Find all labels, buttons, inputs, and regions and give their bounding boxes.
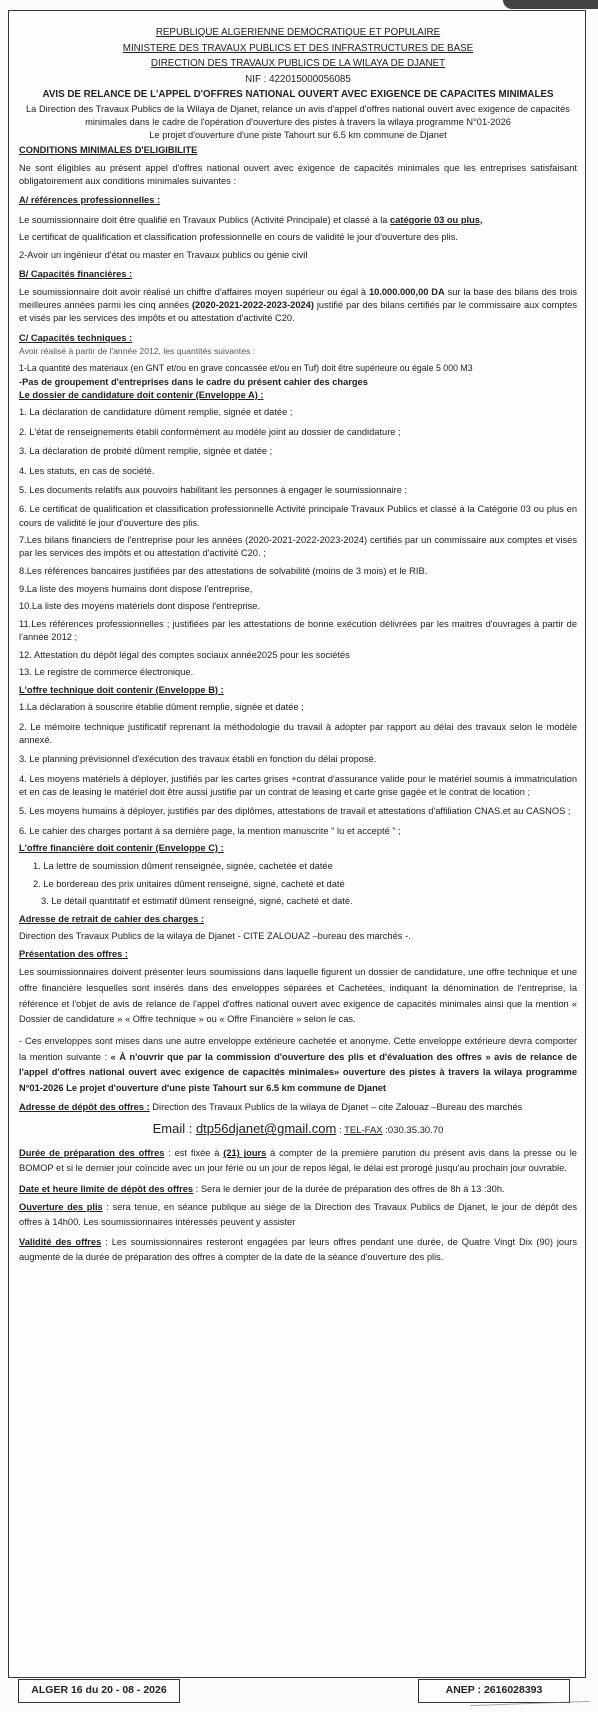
retrait-heading: Adresse de retrait de cahier des charges :: [19, 913, 204, 924]
envelope-a-item: 2. L'état de renseignements établi conformément au modèle joint au dossier de candidature ;: [19, 426, 401, 437]
section-c-line3: -Pas de groupement d'entreprises dans le cadre du présent cahier des charges: [19, 376, 368, 387]
notice-frame: [8, 10, 586, 1678]
section-c-line1: Avoir réalisé à partir de l'année 2012, les quantités suivantes :: [19, 345, 256, 356]
depot-line: Adresse de dépôt des offres : Direction des Travaux Publics de la wilaya de Djanet – cite Zalouaz –Bureau des marchés: [19, 1101, 523, 1112]
envelope-c-item: 1. La lettre de soumission dûment renseignée, signée, cachetée et datée: [33, 860, 333, 871]
date-limite-heading: Date et heure limite de dépôt des offres: [19, 1183, 194, 1194]
intro-text: La Direction des Travaux Publics de la Wilaya de Djanet, relance un avis d'appel d'offres national ouvert avec exigence de capacités minimales dans le cadre de l'opération d'ouverture des pistes à travers la wilaya programme N°01-2026: [26, 103, 570, 127]
eligibility-text: Ne sont éligibles au présent appel d'offres national ouvert avec exigence de capacités minimales que les entreprises satisfaisant obligatoirement aux conditions minimales suivantes :: [19, 162, 577, 186]
validite-text: Validité des offres : Les soumissionnaires resteront engagées par leurs offres pendant une durée, de Quatre Vingt Dix (90) jours augmenté de la durée de préparation des offres à compter de la date de la séance d'ouverture des plis.: [19, 1236, 577, 1262]
envelope-a-heading: Le dossier de candidature doit contenir (Enveloppe A) :: [19, 389, 264, 400]
envelope-b-item: 6. Le cahier des charges portant à sa dernière page, la mention manuscrite " lu et accepté " ;: [19, 825, 401, 836]
envelope-a-item: 12. Attestation du dépôt légal des comptes sociaux année2025 pour les sociétés: [19, 649, 350, 660]
retrait-text: Direction des Travaux Publics de la wilaya de Djanet - CITE ZALOUAZ –bureau des marchés -.: [19, 931, 411, 942]
envelope-c-item: 3. Le détail quantitatif et estimatif dûment renseigné, signé, cacheté et daté.: [41, 896, 353, 907]
header-nif: NIF : 422015000056085: [245, 73, 351, 85]
contact-tel: :030.35.30.70: [382, 1125, 444, 1137]
depot-heading: Adresse de dépôt des offres :: [19, 1101, 150, 1112]
balance-years: (2020-2021-2022-2023-2024): [191, 300, 314, 311]
duree-heading: Durée de préparation des offres: [19, 1148, 165, 1159]
envelope-b-item: 3. Le planning prévisionnel d'exécution des travaux établi en fonction du délai proposé.: [19, 754, 377, 765]
envelope-a-item: 6. Le certificat de qualification et classification professionnelle Activité principale Travaux Publics et classé à la Catégorie 03 ou plus en cours de validité le jour d'ouverture des plis.: [19, 504, 577, 528]
ouverture-heading: Ouverture des plis: [19, 1202, 103, 1213]
section-a-line1: Le soumissionnaire doit être qualifié en Travaux Publics (Activité Principale) et classé à la catégorie 03 ou plus,: [19, 214, 483, 225]
header-direction: DIRECTION DES TRAVAUX PUBLICS DE LA WILAYA DE DJANET: [150, 58, 446, 69]
section-b-text: Le soumissionnaire doit avoir réalisé un chiffre d'affaires moyen supérieur ou égal à 10.000.000,00 DA sur la base des bilans des trois meilleures années parmi les cinq années (2020-2021-2022-2023-2024) justifié par des bilans certifiés par le commissaire aux comptes et visés par les services des impôts et ou attestation d'activité C20.: [19, 286, 577, 324]
contact-line: Email : dtp56djanet@gmail.com : TEL-FAX :030.35.30.70: [152, 1121, 444, 1137]
contact-tel-label: TEL-FAX: [344, 1125, 383, 1137]
contact-email: dtp56djanet@gmail.com: [195, 1121, 337, 1137]
presentation-heading: Présentation des offres :: [19, 948, 129, 959]
envelope-a-item: 9.La liste des moyens humains dont dispose l'entreprise,: [19, 583, 253, 594]
envelope-b-item: 2. Le mémoire technique justificatif reprenant la méthodologie du travail à adopter par rapport au délai des travaux selon le modèle annexé.: [19, 721, 577, 745]
envelope-a-item: 5. Les documents relatifs aux pouvoirs habilitant les personnes à engager le soumissionnaire ;: [19, 485, 408, 496]
header-republic: REPUBLIQUE ALGERIENNE DEMOCRATIQUE ET POPULAIRE: [155, 27, 441, 38]
section-a-line3: 2-Avoir un ingénieur d'état ou master en Travaux publics ou génie civil: [19, 249, 308, 260]
envelope-b-item: 5. Les moyens humains à déployer, justifiés par des diplômes, attestations de travail et attestations d'affiliation CNAS.et au CASNOS ;: [19, 806, 571, 817]
envelope-a-item: 10.La liste des moyens matériels dont dispose l'entreprise.: [19, 601, 261, 612]
notice-content: [19, 25, 577, 1265]
date-limite-text: Date et heure limite de dépôt des offres : Sera le dernier jour de la durée de préparation des offres de 8h à 13 :30h.: [19, 1183, 505, 1194]
validite-heading: Validité des offres: [19, 1236, 102, 1247]
envelope-c-item: 2. Le bordereau des prix unitaires dûment renseigné, signé, cacheté et daté: [33, 878, 345, 889]
eligibility-heading: CONDITIONS MINIMALES D'ELIGIBILITE: [19, 145, 198, 156]
envelope-b-heading: L'offre technique doit contenir (Enveloppe B) :: [19, 684, 224, 695]
notice-title: AVIS DE RELANCE DE L'APPEL D'OFFRES NATIONAL OUVERT AVEC EXIGENCE DE CAPACITES MINIMALES: [42, 89, 554, 100]
page-edge-mark: [503, 0, 598, 9]
section-a-heading: A/ références professionnelles :: [19, 195, 161, 206]
section-b-heading: B/ Capacités financières :: [19, 269, 133, 280]
project-text: Le projet d'ouverture d'une piste Tahourt sur 6.5 km commune de Djanet: [149, 129, 447, 140]
envelope-mention: « À n'ouvrir que par la commission d'ouverture des plis et d'évaluation des offres » avis de relance de l'appel d'offres national ouvert avec exigence de capacités minimales» ouverture des pistes à travers la wilaya programme N°01-2026 Le projet d'ouverture d'une piste Tahourt sur 6.5 km commune de Djanet: [19, 1051, 577, 1093]
envelope-b-item: 4. Les moyens matériels à déployer, justifiés par les cartes grises +contrat d'assurance valide pour le matériel soumis à immatriculation et en cas de leasing le matériel doit être aussi justifie par un contrat de leasing et carte grise gagée et le contrat de location ;: [19, 773, 577, 797]
section-a-line2: Le certificat de qualification et classification professionnelle en cours de validité le jour d'ouverture des plis.: [19, 232, 458, 243]
duree-days: (21) jours: [223, 1148, 267, 1159]
envelope-a-item: 11.Les références professionnelles ; justifiées par les attestations de bonne exécution délivrées par les maitres d'ouvrages à partir de l'année 2012 ;: [19, 618, 577, 642]
footer-anep-box: ANEP : 2616028393: [418, 1679, 570, 1703]
envelope-a-item: 3. La déclaration de probité dûment remplie, signée et datée ;: [19, 446, 273, 457]
category-highlight: catégorie 03 ou plus,: [390, 214, 483, 225]
envelope-a-item: 8.Les références bancaires justifiées par des attestations de solvabilité (moins de 3 mois) et le RIB.: [19, 566, 428, 576]
duree-text: Durée de préparation des offres : est fixée à (21) jours à compter de la première parution du présent avis dans la presse ou le BOMOP et si le dernier jour coïncide avec un jour férié ou un jour de repos légal, le délai est prorogé jusqu'au prochain jour ouvrable.: [19, 1148, 577, 1174]
presentation-text-2: - Ces enveloppes sont mises dans une autre enveloppe extérieure cachetée et anonyme. Cette enveloppe extérieure devra comporter la mention suivante : « À n'ouvrir que par la commission d'ouverture des plis et d'évaluation des offres » avis de relance de l'appel d'offres national ouvert avec exigence de capacités minimales» ouverture des pistes à travers la wilaya programme N°01-2026 Le projet d'ouverture d'une piste Tahourt sur 6.5 km commune de Djanet: [19, 1036, 577, 1093]
section-c-heading: C/ Capacités techniques :: [19, 332, 133, 343]
footer-edition-box: ALGER 16 du 20 - 08 - 2026: [18, 1679, 180, 1703]
header-ministry: MINISTERE DES TRAVAUX PUBLICS ET DES INFRASTRUCTURES DE BASE: [122, 42, 474, 54]
presentation-text-1: Les soumissionnaires doivent présenter leurs soumissions dans laquelle figurent un dossier de candidature, une offre technique et une offre financière lesquelles sont insérés dans des enveloppes séparées et Cachetées, indiquant la dénomination de l'entreprise, la référence et l'objet de avis de relance de l'appel d'offres national ouvert avec exigence de capacités minimales ainsi que la mention « Dossier de candidature » « Offre technique » ou « Offre Financière » selon le cas.: [19, 967, 577, 1025]
envelope-a-item: 13. Le registre de commerce électronique.: [19, 667, 194, 678]
section-c-line2: 1-La quantité des matériaux (en GNT et/ou en grave concassée et/ou en Tuf) doit être supérieure ou égale 5 000 M3: [19, 363, 473, 374]
envelope-b-item: 1.La déclaration à souscrire établie dûment remplie, signée et datée ;: [19, 702, 304, 713]
envelope-c-heading: L'offre financière doit contenir (Enveloppe C) :: [19, 843, 224, 854]
envelope-a-item: 4. Les statuts, en cas de société.: [19, 465, 155, 476]
turnover-amount: 10.000.000,00 DA: [368, 286, 445, 297]
ouverture-text: Ouverture des plis : sera tenue, en séance publique au siège de la Direction des Travaux Publics de Djanet, le jour de dépôt des offres à 14h00. Les soumissionnaires intéressés peuvent y assister: [19, 1202, 577, 1228]
envelope-a-item: 1. La déclaration de candidature dûment remplie, signée et datée ;: [19, 407, 293, 418]
envelope-a-item: 7.Les bilans financiers de l'entreprise pour les années (2020-2021-2022-2023-2024) certifiés par un commissaire aux comptes et visés par les services des impôts et ou attestation d'activité C20. ;: [19, 535, 577, 559]
